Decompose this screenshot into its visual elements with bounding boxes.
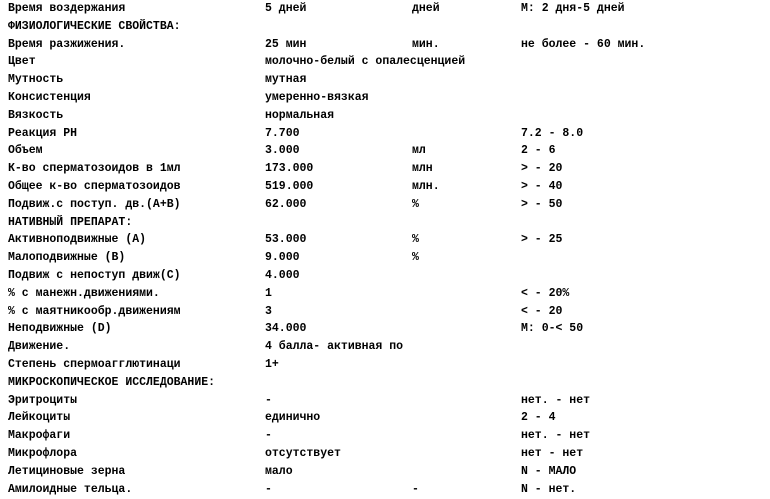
- reference-range: 7.2 - 8.0: [521, 126, 584, 140]
- result-value: -: [265, 393, 272, 407]
- result-value: 7.700: [265, 126, 300, 140]
- reference-range: 2 - 4: [521, 411, 556, 425]
- unit-label: -: [412, 482, 419, 496]
- reference-range: < - 20%: [521, 286, 570, 300]
- result-value: 4 балла- активная по: [265, 340, 404, 354]
- result-value: мутная: [265, 73, 307, 87]
- parameter-name: Движение.: [8, 340, 71, 354]
- result-value: 25 мин: [265, 37, 307, 51]
- reference-range: нет. - нет: [521, 393, 591, 407]
- result-value: 519.000: [265, 179, 314, 193]
- result-value: нормальная: [265, 108, 335, 122]
- reference-range: 2 - 6: [521, 144, 556, 158]
- parameter-name: Цвет: [8, 55, 36, 69]
- parameter-name: К-во сперматозоидов в 1мл: [8, 162, 181, 176]
- parameter-name: Общее к-во сперматозоидов: [8, 179, 181, 193]
- parameter-row: [8, 231, 768, 249]
- parameter-row: [8, 303, 768, 321]
- result-value: 62.000: [265, 197, 307, 211]
- parameter-row: [8, 249, 768, 267]
- parameter-row: [8, 427, 768, 445]
- result-value: 3.000: [265, 144, 300, 158]
- parameter-row: [8, 463, 768, 481]
- parameter-name: Лейкоциты: [8, 411, 71, 425]
- parameter-row: [8, 285, 768, 303]
- parameter-row: [8, 125, 768, 143]
- section-title: НАТИВНЫЙ ПРЕПАРАТ:: [8, 215, 133, 229]
- section-title: МИКРОСКОПИЧЕСКОЕ ИССЛЕДОВАНИЕ:: [8, 375, 216, 389]
- result-value: 53.000: [265, 233, 307, 247]
- parameter-name: Объем: [8, 144, 43, 158]
- parameter-row: [8, 36, 768, 54]
- parameter-row: [8, 338, 768, 356]
- result-value: 4.000: [265, 268, 300, 282]
- result-value: 1: [265, 286, 272, 300]
- parameter-name: Амилоидные тельца.: [8, 482, 133, 496]
- unit-label: %: [412, 251, 419, 265]
- parameter-row: [8, 71, 768, 89]
- result-value: 3: [265, 304, 272, 318]
- unit-label: мл: [412, 144, 426, 158]
- parameter-row: [8, 178, 768, 196]
- parameter-name: Активноподвижные (A): [8, 233, 147, 247]
- result-value: 5 дней: [265, 2, 307, 15]
- parameter-name: Реакция PH: [8, 126, 78, 140]
- unit-label: дней: [412, 2, 440, 15]
- parameter-row: [8, 196, 768, 214]
- unit-label: млн.: [412, 179, 440, 193]
- result-value: единично: [265, 411, 321, 425]
- parameter-row: [8, 320, 768, 338]
- parameter-row: [8, 392, 768, 410]
- parameter-name: Мутность: [8, 73, 64, 87]
- parameter-row: [8, 409, 768, 427]
- result-value: 173.000: [265, 162, 314, 176]
- reference-range: < - 20: [521, 304, 563, 318]
- parameter-name: Время воздержания: [8, 2, 126, 15]
- lab-report-table: [8, 0, 768, 498]
- reference-range: не более - 60 мин.: [521, 37, 646, 51]
- parameter-name: Эритроциты: [8, 393, 78, 407]
- result-value: отсутствует: [265, 446, 341, 460]
- parameter-name: Подвиж с непоступ движ(C): [8, 268, 181, 282]
- parameter-name: Неподвижные (D): [8, 322, 112, 336]
- parameter-row: [8, 481, 768, 499]
- unit-label: %: [412, 197, 419, 211]
- section-heading: [8, 18, 768, 36]
- result-value: 9.000: [265, 251, 300, 265]
- result-value: -: [265, 482, 272, 496]
- reference-range: М: 2 дня-5 дней: [521, 2, 625, 15]
- parameter-row: [8, 0, 768, 18]
- parameter-name: Микрофлора: [8, 446, 78, 460]
- parameter-row: [8, 89, 768, 107]
- reference-range: N - МАЛО: [521, 464, 577, 478]
- unit-label: мин.: [412, 37, 440, 51]
- result-value: умеренно-вязкая: [265, 90, 369, 104]
- parameter-name: Макрофаги: [8, 429, 71, 443]
- reference-range: М: 0-< 50: [521, 322, 584, 336]
- reference-range: нет. - нет: [521, 429, 591, 443]
- parameter-row: [8, 356, 768, 374]
- parameter-row: [8, 142, 768, 160]
- result-value: 34.000: [265, 322, 307, 336]
- section-heading: [8, 214, 768, 232]
- parameter-name: Время разжижения.: [8, 37, 126, 51]
- unit-label: %: [412, 233, 419, 247]
- parameter-name: % с маятникообр.движениям: [8, 304, 181, 318]
- reference-range: > - 50: [521, 197, 563, 211]
- parameter-name: Степень спермоагглютинаци: [8, 357, 181, 371]
- reference-range: > - 25: [521, 233, 563, 247]
- result-value: 1+: [265, 357, 279, 371]
- reference-range: > - 40: [521, 179, 563, 193]
- parameter-name: % с манежн.движениями.: [8, 286, 160, 300]
- parameter-name: Подвиж.с поступ. дв.(A+B): [8, 197, 181, 211]
- parameter-row: [8, 107, 768, 125]
- parameter-name: Летициновые зерна: [8, 464, 126, 478]
- parameter-name: Малоподвижные (B): [8, 251, 126, 265]
- parameter-row: [8, 160, 768, 178]
- reference-range: нет - нет: [521, 446, 584, 460]
- parameter-row: [8, 445, 768, 463]
- parameter-name: Вязкость: [8, 108, 64, 122]
- section-heading: [8, 374, 768, 392]
- parameter-row: [8, 53, 768, 71]
- reference-range: > - 20: [521, 162, 563, 176]
- reference-range: N - нет.: [521, 482, 577, 496]
- unit-label: млн: [412, 162, 433, 176]
- section-title: ФИЗИОЛОГИЧЕСКИЕ СВОЙСТВА:: [8, 19, 181, 33]
- result-value: молочно-белый с опалесценцией: [265, 55, 466, 69]
- parameter-name: Консистенция: [8, 90, 91, 104]
- result-value: -: [265, 429, 272, 443]
- result-value: мало: [265, 464, 293, 478]
- parameter-row: [8, 267, 768, 285]
